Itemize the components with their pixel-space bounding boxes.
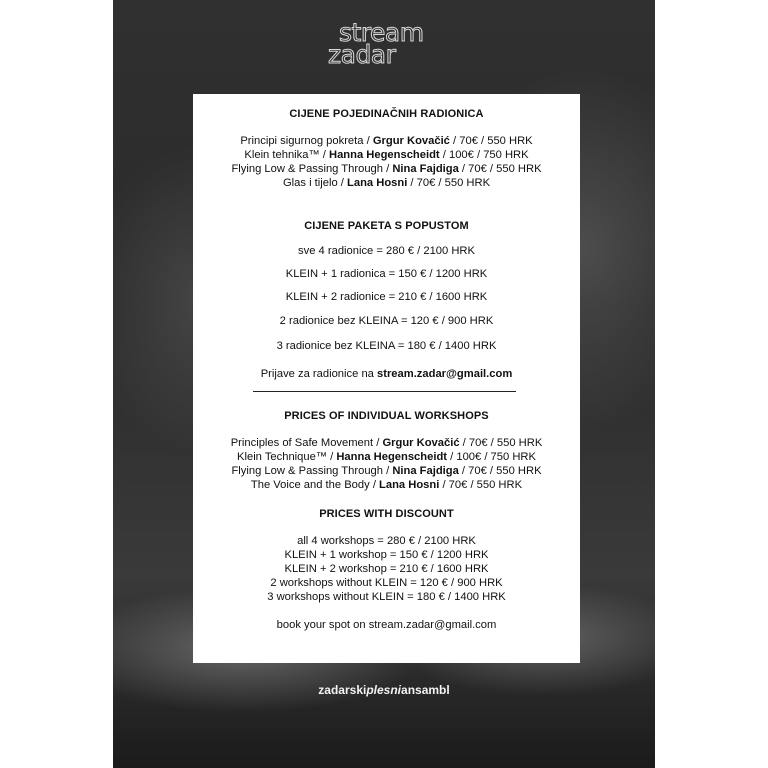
en-package-2: KLEIN + 1 workshop = 150 € / 1200 HRK: [284, 549, 489, 561]
en-workshop-2: Klein Technique™ / Hanna Hegenscheidt / 100€ / 750 HRK: [237, 451, 536, 463]
en-booking: book your spot on stream.zadar@gmail.com: [276, 619, 497, 631]
hr-discount-title: CIJENE PAKETA S POPUSTOM: [304, 220, 469, 232]
zadarski-plesni-ansambl-logo: zadarskiplesniansambl: [318, 683, 450, 697]
hr-package-3: KLEIN + 2 radionice = 210 € / 1600 HRK: [285, 291, 488, 303]
en-workshop-4: The Voice and the Body / Lana Hosni / 70€ / 550 HRK: [250, 479, 523, 491]
hr-signup-email: stream.zadar@gmail.com: [377, 368, 513, 380]
section-divider: [253, 391, 516, 392]
hr-workshop-2: Klein tehnika™ / Hanna Hegenscheidt / 100€ / 750 HRK: [244, 149, 529, 161]
hr-workshop-1: Principi sigurnog pokreta / Grgur Kovačić / 70€ / 550 HRK: [240, 135, 533, 147]
en-workshop-1: Principles of Safe Movement / Grgur Kovačić / 70€ / 550 HRK: [230, 437, 543, 449]
logo-line-2: zadar: [328, 40, 396, 69]
price-card: [193, 94, 580, 663]
en-individual-title: PRICES OF INDIVIDUAL WORKSHOPS: [284, 410, 489, 422]
poster-background: [113, 0, 655, 768]
en-workshop-3: Flying Low & Passing Through / Nina Fajdiga / 70€ / 550 HRK: [231, 465, 542, 477]
hr-package-5: 3 radionice bez KLEINA = 180 € / 1400 HRK: [276, 340, 497, 352]
en-package-3: KLEIN + 2 workshop = 210 € / 1600 HRK: [284, 563, 489, 575]
hr-individual-title: CIJENE POJEDINAČNIH RADIONICA: [289, 108, 484, 120]
logo-line-1: stream: [339, 18, 424, 47]
hr-package-2: KLEIN + 1 radionica = 150 € / 1200 HRK: [285, 268, 488, 280]
hr-package-4: 2 radionice bez KLEINA = 120 € / 900 HRK: [279, 315, 494, 327]
en-discount-title: PRICES WITH DISCOUNT: [319, 508, 454, 520]
hr-workshop-4: Glas i tijelo / Lana Hosni / 70€ / 550 HRK: [282, 177, 491, 189]
en-package-4: 2 workshops without KLEIN = 120 € / 900 HRK: [270, 577, 503, 589]
hr-signup: Prijave za radionice na stream.zadar@gmail.com: [260, 368, 513, 380]
hr-workshop-3: Flying Low & Passing Through / Nina Fajdiga / 70€ / 550 HRK: [231, 163, 542, 175]
hr-package-1: sve 4 radionice = 280 € / 2100 HRK: [298, 245, 475, 257]
en-package-5: 3 workshops without KLEIN = 180 € / 1400 HRK: [267, 591, 506, 603]
en-package-1: all 4 workshops = 280 € / 2100 HRK: [297, 535, 476, 547]
stream-zadar-logo: [328, 18, 440, 69]
